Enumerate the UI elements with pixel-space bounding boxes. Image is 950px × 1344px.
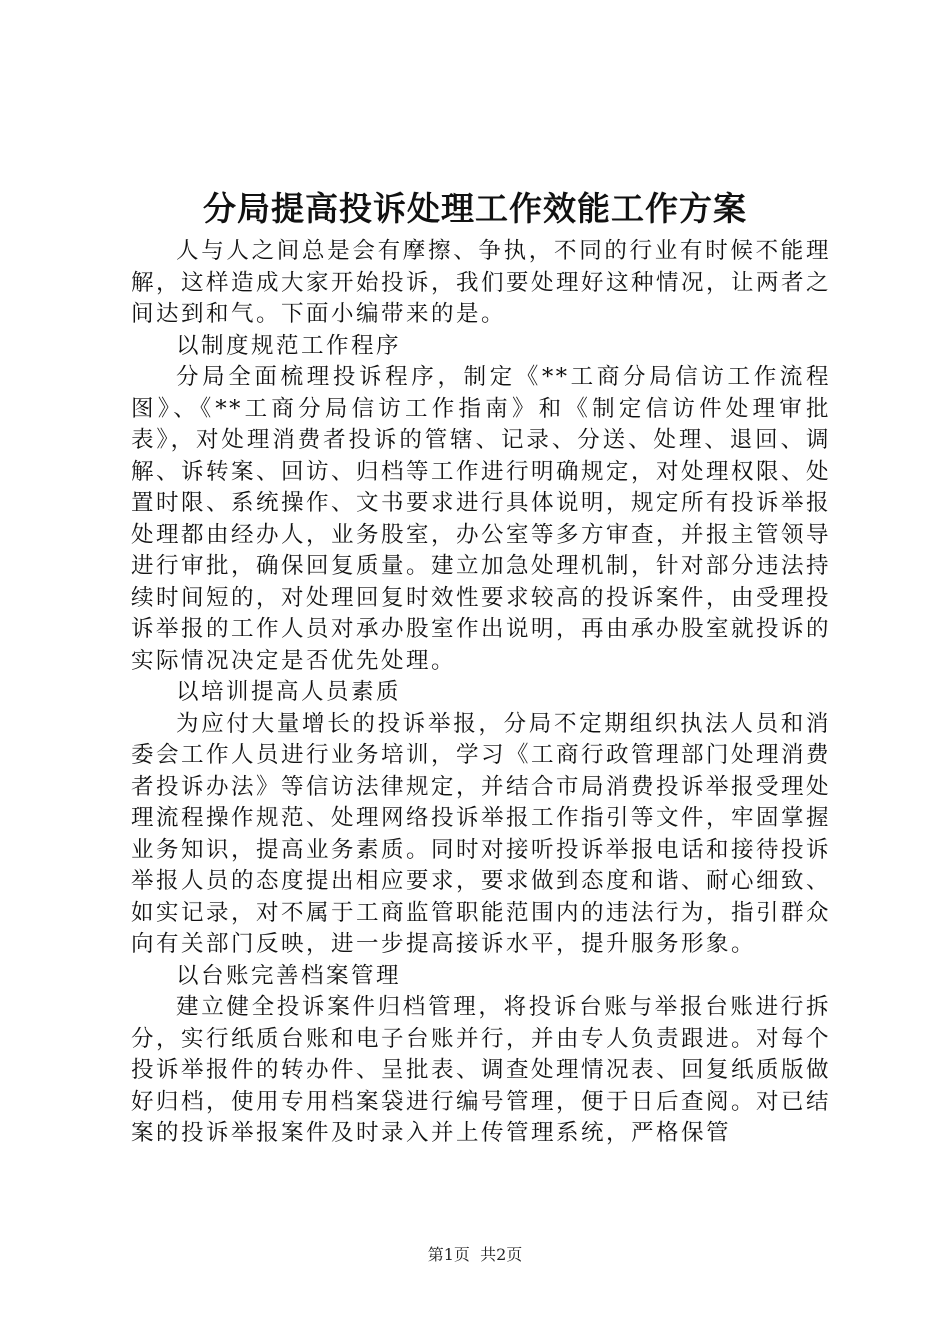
page-title: 分局提高投诉处理工作效能工作方案 [203, 189, 747, 228]
document-body [131, 236, 831, 1150]
section-body-3: 建立健全投诉案件归档管理，将投诉台账与举报台账进行拆分，实行纸质台账和电子台账并行，并由专人负责跟进。对每个投诉举报件的转办件、呈批表、调查处理情况表、回复纸质版做好归档，使用专用档案袋进行编号管理，便于日后查阅。对已结案的投诉举报案件及时录入并上传管理系统，严格保管 [131, 994, 832, 1146]
page-footer [0, 1244, 950, 1266]
section-heading-1: 以制度规范工作程序 [176, 332, 402, 359]
page-number: 第1页 [427, 1245, 470, 1264]
section-heading-3: 以台账完善档案管理 [176, 962, 402, 989]
intro-paragraph: 人与人之间总是会有摩擦、争执，不同的行业有时候不能理解，这样造成大家开始投诉，我们要处理好这种情况，让两者之间达到和气。下面小编带来的是。 [131, 238, 832, 327]
section-body-1: 分局全面梳理投诉程序，制定《**工商分局信访工作流程图》、《**工商分局信访工作指南》和《制定信访件处理审批表》，对处理消费者投诉的管辖、记录、分送、处理、退回、调解、诉转案、回访、归档等工作进行明确规定，对处理权限、处置时限、系统操作、文书要求进行具体说明，规定所有投诉举报处理都由经办人，业务股室，办公室等多方审查，并报主管领导进行审批，确保回复质量。建立加急处理机制，针对部分违法持续时间短的，对处理回复时效性要求较高的投诉案件，由受理投诉举报的工作人员对承办股室作出说明，再由承办股室就投诉的实际情况决定是否优先处理。 [131, 364, 832, 674]
section-heading-2: 以培训提高人员素质 [176, 679, 402, 705]
section-body-2: 为应付大量增长的投诉举报，分局不定期组织执法人员和消委会工作人员进行业务培训，学习《工商行政管理部门处理消费者投诉办法》等信访法律规定，并结合市局消费投诉举报受理处理流程操作规范、处理网络投诉举报工作指引等文件，牢固掌握业务知识，提高业务素质。同时对接听投诉举报电话和接待投诉举报人员的态度提出相应要求，要求做到态度和谐、耐心细致、如实记录，对不属于工商监管职能范围内的违法行为，指引群众向有关部门反映，进一步提高接诉水平，提升服务形象。 [131, 710, 832, 957]
page-total: 共2页 [480, 1245, 523, 1264]
